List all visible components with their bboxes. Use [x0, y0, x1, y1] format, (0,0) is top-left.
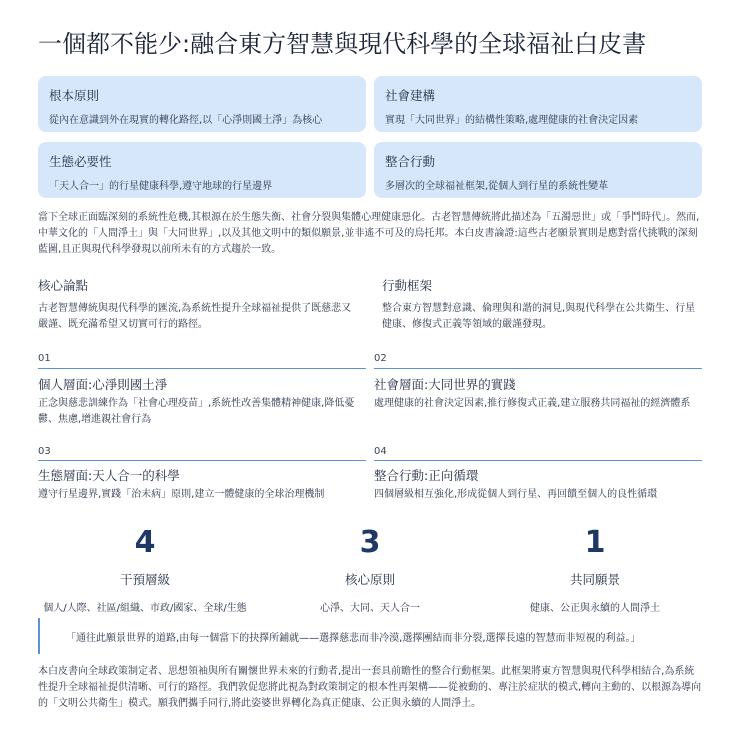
stat-shared-vision	[485, 525, 705, 614]
stat-number: 4	[134, 525, 156, 560]
stat-intervention-levels	[35, 525, 255, 614]
divider	[38, 460, 366, 461]
card-desc: 「天人合一」的行星健康科學,遵守地球的行星邊界	[49, 181, 273, 192]
item-number: 01	[38, 353, 51, 364]
item-text: 四個層級相互強化,形成從個人到行星、再回饋至個人的良性循環	[374, 489, 658, 500]
card-ecological-necessity	[38, 142, 366, 198]
stat-desc: 個人/人際、社區/組織、市政/國家、全球/生態	[43, 603, 247, 614]
closing-paragraph: 本白皮書向全球政策制定者、思想領袖與所有關懷世界未來的行動者,提出一套具前瞻性的整合行動框架。此框架將東方智慧與現代科學相結合,為系統性提升全球福祉提供清晰、可行的路徑。我們敦促您將此視為對政策制定的根本性再架構——從被動的、專注於症狀的模式,轉向主動的、以根源為導向的「文明公共衛生」模式。願我們攜手同行,將此姿婆世界轉化為真正健康、公正與永續的人間淨土。	[38, 666, 702, 709]
stat-number: 1	[584, 525, 606, 560]
stat-label: 共同願景	[569, 572, 620, 587]
item-text: 處理健康的社會決定因素,推行修復式正義,建立服務共同福祉的經濟體系	[374, 398, 691, 409]
stat-number: 3	[359, 525, 381, 560]
card-integrated-action	[374, 142, 702, 198]
item-title: 整合行動:正向循環	[374, 468, 479, 483]
action-framework-text: 整合東方智慧對意識、倫理與和諧的洞見,與現代科學在公共衛生、行星健康、修復式正義等領域的嚴謹發現。	[382, 303, 696, 330]
page-title: 一個都不能少:融合東方智慧與現代科學的全球福祉白皮書	[38, 30, 647, 58]
item-title: 社會層面:大同世界的實踐	[374, 377, 516, 392]
divider	[38, 368, 366, 369]
item-title: 個人層面:心淨則國土淨	[38, 377, 168, 392]
stat-core-principles	[260, 525, 480, 614]
stat-label: 干預層級	[119, 572, 170, 587]
pull-quote: 「通往此願景世界的道路,由每一個當下的抉擇所鋪就——選擇慈悲而非冷漠,選擇團結而非分裂,選擇長遠的智慧而非短視的利益。」	[38, 618, 702, 654]
item-title: 生態層面:天人合一的科學	[38, 468, 180, 483]
card-social-construction	[374, 76, 702, 132]
divider	[374, 368, 702, 369]
stat-label: 核心原則	[344, 572, 395, 587]
card-title: 整合行動	[385, 154, 436, 169]
card-title: 生態必要性	[49, 154, 112, 169]
core-argument-title: 核心論點	[38, 278, 89, 293]
card-desc: 從內在意識到外在現實的轉化路徑,以「心淨則國土淨」為核心	[49, 115, 323, 126]
core-argument-text: 古老智慧傳統與現代科學的匯流,為系統性提升全球福祉提供了既慈悲又嚴謹、既充滿希望又切實可行的路徑。	[38, 303, 352, 330]
card-root-principle	[38, 76, 366, 132]
item-number: 02	[374, 353, 387, 364]
item-text: 正念與慈悲訓練作為「社會心理疫苗」,系統性改善集體精神健康,降低憂鬱、焦慮,增進親社會行為	[38, 398, 355, 425]
intro-paragraph: 當下全球正面臨深刻的系統性危機,其根源在於生態失衡、社會分裂與集體心理健康惡化。古老智慧傳統將此描述為「五濁惡世」或「爭鬥時代」。然而,中華文化的「人間淨土」與「大同世界」,以及其他文明中的類似願景,並非遙不可及的烏托邦。本白皮書論證:這些古老願景實則是應對當代挑戰的深刻藍圖,且正與現代科學發現以前所未有的方式趨於一致。	[38, 212, 700, 255]
card-title: 根本原則	[49, 88, 100, 103]
item-number: 04	[374, 446, 387, 457]
stat-desc: 健康、公正與永續的人間淨土	[530, 603, 660, 614]
card-title: 社會建構	[385, 88, 436, 103]
card-desc: 實現「大同世界」的結構性策略,處理健康的社會決定因素	[385, 115, 639, 126]
stat-desc: 心淨、大同、天人合一	[320, 603, 420, 614]
action-framework-title: 行動框架	[382, 278, 433, 293]
item-number: 03	[38, 446, 51, 457]
divider	[374, 460, 702, 461]
card-desc: 多層次的全球福祉框架,從個人到行星的系統性變革	[385, 181, 609, 192]
item-text: 遵守行星邊界,實踐「治未病」原則,建立一體健康的全球治理機制	[38, 489, 325, 500]
